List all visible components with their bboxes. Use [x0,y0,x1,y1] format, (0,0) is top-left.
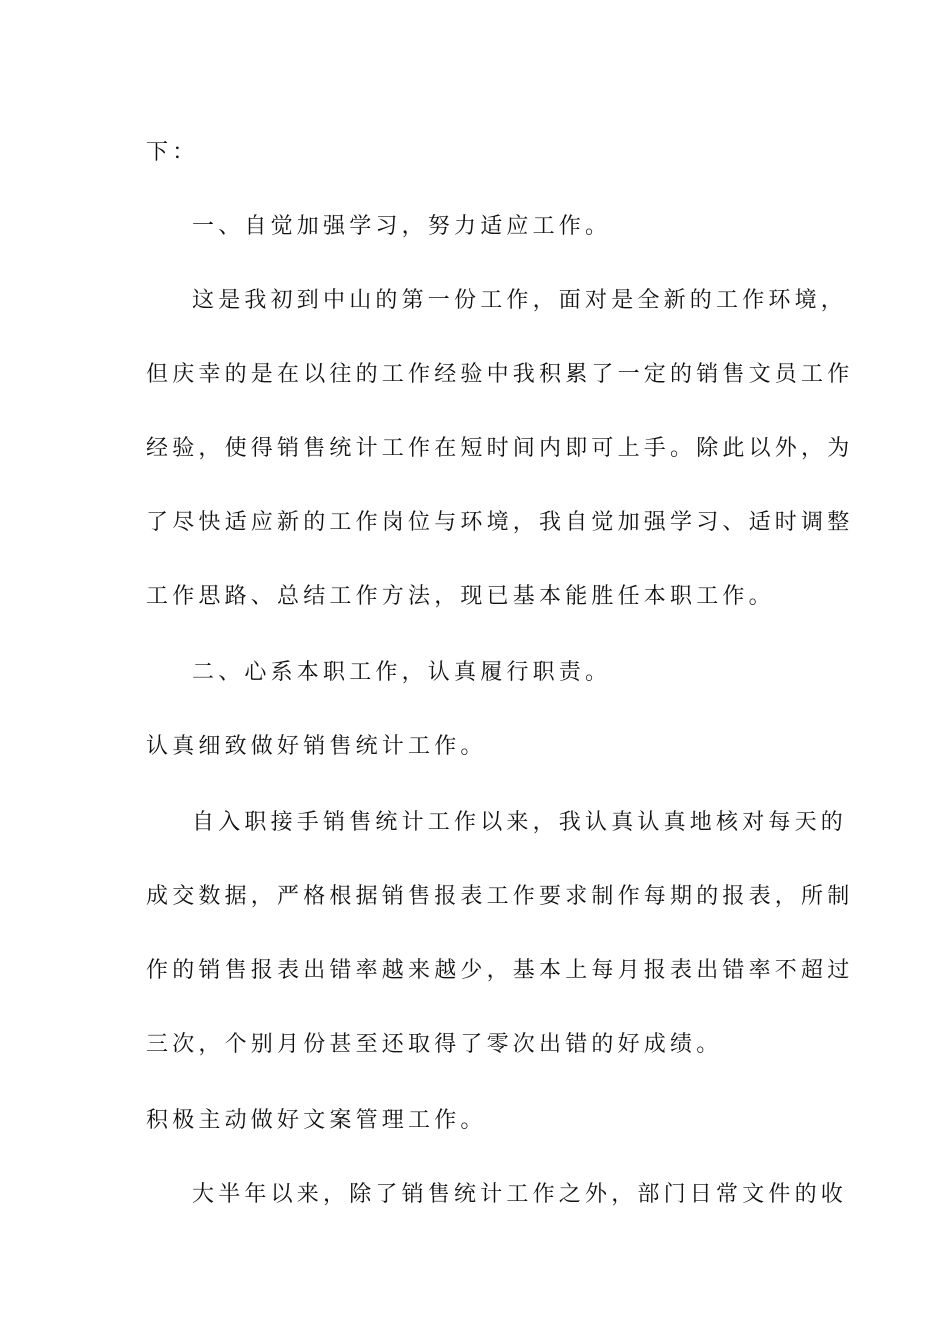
subheading-1: 认真细致做好销售统计工作。 [146,734,487,759]
section-heading-1: 一、自觉加强学习，努力适应工作。 [192,214,612,239]
paragraph-1-line-5: 工作思路、总结工作方法，现已基本能胜任本职工作。 [146,584,775,609]
paragraph-1-line-1: 这是我初到中山的第一份工作，面对是全新的工作环境， [192,288,848,313]
paragraph-1-line-4: 了尽快适应新的工作岗位与环境，我自觉加强学习、适时调整 [146,510,854,535]
section-heading-2: 二、心系本职工作，认真履行职责。 [192,660,612,685]
subheading-2: 积极主动做好文案管理工作。 [146,1108,487,1133]
paragraph-2-line-4: 三次，个别月份甚至还取得了零次出错的好成绩。 [146,1032,723,1057]
text-line-continuation: 下： [146,140,199,165]
paragraph-1-line-2: 但庆幸的是在以往的工作经验中我积累了一定的销售文员工作 [146,362,854,387]
paragraph-3-line-1: 大半年以来，除了销售统计工作之外，部门日常文件的收 [192,1182,848,1207]
paragraph-1-line-3: 经验，使得销售统计工作在短时间内即可上手。除此以外，为 [146,436,854,461]
paragraph-2-line-2: 成交数据，严格根据销售报表工作要求制作每期的报表，所制 [146,884,854,909]
paragraph-2-line-3: 作的销售报表出错率越来越少，基本上每月报表出错率不超过 [146,958,854,983]
paragraph-2-line-1: 自入职接手销售统计工作以来，我认真认真地核对每天的 [192,810,848,835]
